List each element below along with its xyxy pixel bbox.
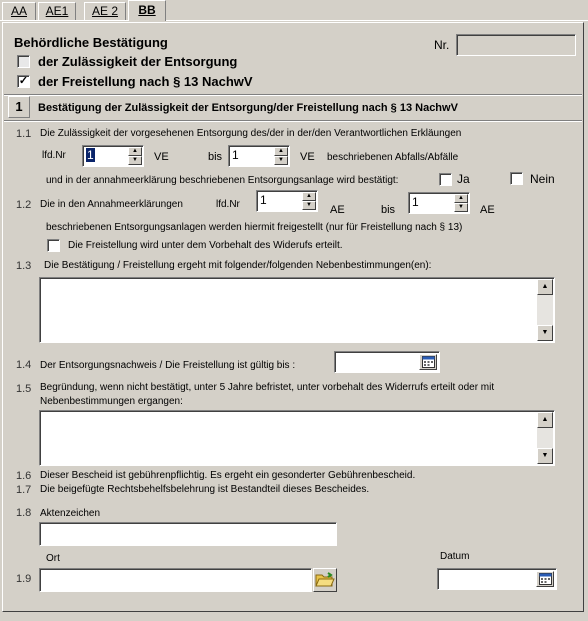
- item-number-1-1: 1.1: [16, 128, 32, 140]
- s13-textarea[interactable]: [39, 277, 555, 343]
- spin-down-icon[interactable]: ▼: [302, 201, 316, 210]
- s12-from-value: 1: [260, 193, 267, 207]
- s14-date-field[interactable]: [334, 351, 440, 373]
- aktenzeichen-input[interactable]: [39, 522, 337, 546]
- s12-ae1: AE: [330, 204, 345, 216]
- scroll-up-icon[interactable]: ▲: [537, 279, 553, 295]
- tab-bar: [0, 0, 588, 22]
- zulaessigkeit-label: der Zulässigkeit der Entsorgung: [38, 54, 238, 69]
- s11-text: Die Zulässigkeit der vorgesehenen Entsorgung des/der in der/den Verantwortlichen Erkläungen: [40, 128, 462, 139]
- item-number-1-6: 1.6: [16, 470, 32, 482]
- section-number: 1: [8, 96, 30, 118]
- section-divider: [4, 120, 582, 122]
- s12-to-spinner[interactable]: [408, 192, 470, 214]
- s11-tail: beschriebenen Abfalls/Abfälle: [327, 152, 459, 163]
- tab-ae2[interactable]: AE 2: [84, 2, 126, 20]
- s17-text: Die beigefügte Rechtsbehelfsbelehrung ist Bestandteil dieses Bescheides.: [40, 484, 370, 495]
- s11-nein-checkbox[interactable]: [510, 172, 523, 185]
- s11-from-spinner[interactable]: [82, 145, 144, 167]
- s11-nein-label: Nein: [530, 172, 555, 186]
- item-number-1-9: 1.9: [16, 573, 32, 585]
- aktenzeichen-label: Aktenzeichen: [40, 508, 101, 519]
- s12-vorbehalt-checkbox[interactable]: [47, 239, 60, 252]
- zulaessigkeit-checkbox[interactable]: [17, 55, 30, 68]
- item-number-1-5: 1.5: [16, 383, 32, 395]
- tab-baseline: [0, 20, 588, 21]
- s11-ja-label: Ja: [457, 172, 470, 186]
- s12-from-spinner[interactable]: [256, 190, 318, 212]
- s15-scrollbar[interactable]: [537, 412, 553, 464]
- section-title: Bestätigung der Zulässigkeit der Entsorgung/der Freistellung nach § 13 NachwV: [38, 102, 458, 114]
- item-number-1-7: 1.7: [16, 484, 32, 496]
- scroll-down-icon[interactable]: ▼: [537, 325, 553, 341]
- ort-label: Ort: [46, 553, 60, 564]
- item-number-1-4: 1.4: [16, 359, 32, 371]
- page-title: Behördliche Bestätigung: [14, 35, 168, 50]
- scroll-down-icon[interactable]: ▼: [537, 448, 553, 464]
- datum-field[interactable]: [437, 568, 557, 590]
- s14-text: Der Entsorgungsnachweis / Die Freistellung ist gültig bis :: [40, 360, 296, 371]
- spin-up-icon[interactable]: ▲: [302, 192, 316, 201]
- s12-line2: beschriebenen Entsorgungsanlagen werden hiermit freigestellt (nur für Freistellung nach § 13): [46, 222, 463, 233]
- spin-down-icon[interactable]: ▼: [454, 203, 468, 212]
- s11-ja-checkbox[interactable]: [439, 173, 452, 186]
- item-number-1-8: 1.8: [16, 507, 32, 519]
- s11-bis: bis: [208, 151, 223, 163]
- s12-bis: bis: [381, 204, 396, 216]
- ort-input[interactable]: [39, 568, 312, 592]
- tab-bb[interactable]: BB: [128, 0, 166, 21]
- nr-label: Nr.: [434, 38, 450, 52]
- spin-up-icon[interactable]: ▲: [454, 194, 468, 203]
- freistellung-checkbox[interactable]: ✓: [18, 75, 29, 87]
- s11-lfd-label: lfd.Nr: [42, 150, 66, 161]
- s11-to-value: 1: [232, 148, 239, 162]
- s15-text1: Begründung, wenn nicht bestätigt, unter 5 Jahre befristet, unter vorbehalt des Widerrufs erteilt oder mit: [40, 382, 495, 393]
- tab-ae1[interactable]: AE1: [38, 2, 76, 20]
- tab-aa[interactable]: AA: [2, 2, 36, 20]
- s11-from-value: 1: [87, 148, 94, 162]
- s11-to-spinner[interactable]: [228, 145, 290, 167]
- s13-text: Die Bestätigung / Freistellung ergeht mit folgender/folgenden Nebenbestimmungen(en):: [44, 260, 432, 271]
- s12-to-value: 1: [412, 195, 419, 209]
- header-divider: [4, 94, 582, 96]
- s11-line2: und in der annahmeerklärung beschriebenen Entsorgungsanlage wird bestätigt:: [46, 175, 399, 186]
- calendar-icon[interactable]: [419, 354, 437, 370]
- open-folder-icon[interactable]: [313, 568, 337, 592]
- nr-field[interactable]: [456, 34, 576, 56]
- scroll-up-icon[interactable]: ▲: [537, 412, 553, 428]
- item-number-1-2: 1.2: [16, 199, 32, 211]
- freistellung-label: der Freistellung nach § 13 NachwV: [38, 74, 253, 89]
- s15-textarea[interactable]: [39, 410, 555, 466]
- s12-vorbehalt-label: Die Freistellung wird unter dem Vorbehalt des Widerufs erteilt.: [68, 240, 343, 251]
- spin-up-icon[interactable]: ▲: [128, 147, 142, 156]
- spin-down-icon[interactable]: ▼: [274, 156, 288, 165]
- s15-text2: Nebenbestimmungen ergangen:: [40, 396, 183, 407]
- spin-down-icon[interactable]: ▼: [128, 156, 142, 165]
- datum-label: Datum: [440, 551, 470, 562]
- spin-up-icon[interactable]: ▲: [274, 147, 288, 156]
- s11-ve2: VE: [300, 151, 315, 163]
- s11-ve1: VE: [154, 151, 169, 163]
- calendar-icon[interactable]: [536, 571, 554, 587]
- s16-text: Dieser Bescheid ist gebührenpflichtig. Es ergeht ein gesonderter Gebührenbescheid.: [40, 470, 416, 481]
- s12-text: Die in den Annahmeerklärungen: [40, 199, 183, 210]
- s12-ae2: AE: [480, 204, 495, 216]
- s12-lfd-label: lfd.Nr: [216, 199, 240, 210]
- item-number-1-3: 1.3: [16, 260, 32, 272]
- s13-scrollbar[interactable]: [537, 279, 553, 341]
